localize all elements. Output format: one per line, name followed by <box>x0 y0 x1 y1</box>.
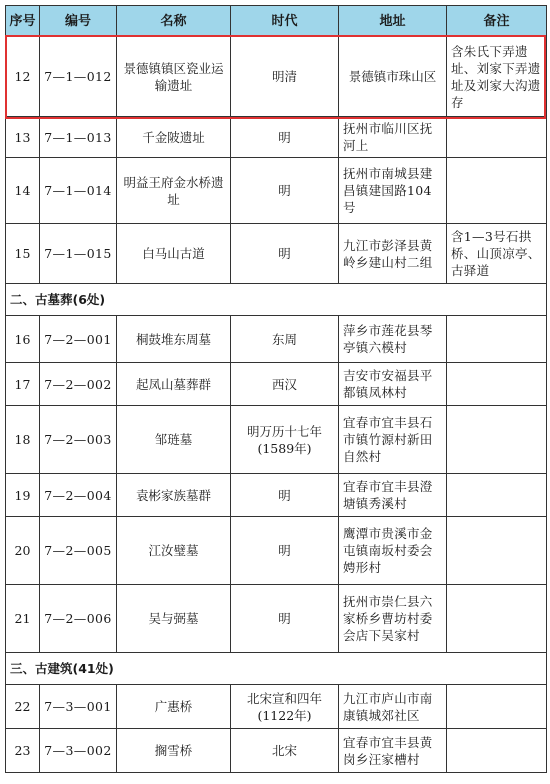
table-row <box>6 517 547 585</box>
cell-name: 邹琏墓 <box>117 406 231 474</box>
col-header-code: 编号 <box>40 6 117 37</box>
cell-note <box>447 517 547 585</box>
cell-address: 抚州市南城县建昌镇建国路104号 <box>339 158 447 224</box>
cell-address: 抚州市临川区抚河上 <box>339 117 447 158</box>
cell-no: 21 <box>6 585 40 653</box>
table-row <box>6 158 547 224</box>
cell-address: 鹰潭市贵溪市金屯镇南坂村委会娉形村 <box>339 517 447 585</box>
cell-name: 江汝璧墓 <box>117 517 231 585</box>
cell-no: 20 <box>6 517 40 585</box>
cell-era: 明 <box>231 224 339 284</box>
cell-note <box>447 585 547 653</box>
table-row <box>6 117 547 158</box>
col-header-note: 备注 <box>447 6 547 37</box>
cell-code: 7—2—006 <box>40 585 117 653</box>
cell-era: 明清 <box>231 37 339 117</box>
col-header-name: 名称 <box>117 6 231 37</box>
cell-note <box>447 729 547 773</box>
cell-address: 宜春市宜丰县澄塘镇秀溪村 <box>339 474 447 517</box>
cell-address: 宜春市宜丰县黄岗乡汪家槽村 <box>339 729 447 773</box>
cell-code: 7—2—005 <box>40 517 117 585</box>
table-row <box>6 37 547 117</box>
cell-code: 7—3—002 <box>40 729 117 773</box>
cell-name: 袁彬家族墓群 <box>117 474 231 517</box>
cell-code: 7—1—013 <box>40 117 117 158</box>
cell-era: 明万历十七年(1589年) <box>231 406 339 474</box>
cell-no: 16 <box>6 316 40 363</box>
cell-era: 明 <box>231 517 339 585</box>
cell-era: 东周 <box>231 316 339 363</box>
cell-name: 白马山古道 <box>117 224 231 284</box>
cell-no: 18 <box>6 406 40 474</box>
cell-note <box>447 316 547 363</box>
section-row <box>6 284 547 316</box>
table-row <box>6 224 547 284</box>
cell-note <box>447 406 547 474</box>
heritage-table <box>5 5 547 773</box>
cell-code: 7—2—002 <box>40 363 117 406</box>
cell-era: 北宋宣和四年(1122年) <box>231 685 339 729</box>
cell-name: 广惠桥 <box>117 685 231 729</box>
col-header-address: 地址 <box>339 6 447 37</box>
cell-note <box>447 474 547 517</box>
cell-no: 14 <box>6 158 40 224</box>
cell-note <box>447 158 547 224</box>
cell-era: 明 <box>231 158 339 224</box>
cell-era: 西汉 <box>231 363 339 406</box>
cell-note: 含朱氏下弄遗址、刘家下弄遗址及刘家大沟遗存 <box>447 37 547 117</box>
table-row <box>6 474 547 517</box>
cell-note <box>447 685 547 729</box>
section-title-tombs: 二、古墓葬(6处) <box>6 284 547 316</box>
cell-no: 15 <box>6 224 40 284</box>
cell-name: 起凤山墓葬群 <box>117 363 231 406</box>
cell-address: 九江市彭泽县黄岭乡建山村二组 <box>339 224 447 284</box>
cell-era: 明 <box>231 474 339 517</box>
cell-name: 景德镇镇区瓷业运输遗址 <box>117 37 231 117</box>
cell-code: 7—1—012 <box>40 37 117 117</box>
cell-address: 吉安市安福县平都镇凤林村 <box>339 363 447 406</box>
cell-note: 含1—3号石拱桥、山顶凉亭、古驿道 <box>447 224 547 284</box>
cell-name: 搁雪桥 <box>117 729 231 773</box>
cell-no: 12 <box>6 37 40 117</box>
cell-no: 23 <box>6 729 40 773</box>
cell-era: 明 <box>231 585 339 653</box>
cell-no: 22 <box>6 685 40 729</box>
cell-code: 7—2—001 <box>40 316 117 363</box>
table-row <box>6 316 547 363</box>
table-row <box>6 585 547 653</box>
cell-code: 7—1—014 <box>40 158 117 224</box>
cell-code: 7—1—015 <box>40 224 117 284</box>
cell-name: 吴与弼墓 <box>117 585 231 653</box>
table-row <box>6 363 547 406</box>
cell-name: 桐鼓堆东周墓 <box>117 316 231 363</box>
cell-code: 7—3—001 <box>40 685 117 729</box>
cell-note <box>447 117 547 158</box>
cell-era: 明 <box>231 117 339 158</box>
cell-note <box>447 363 547 406</box>
table-row <box>6 729 547 773</box>
cell-no: 19 <box>6 474 40 517</box>
table-row <box>6 406 547 474</box>
cell-address: 抚州市崇仁县六家桥乡曹坊村委会店下吴家村 <box>339 585 447 653</box>
cell-address: 萍乡市莲花县琴亭镇六模村 <box>339 316 447 363</box>
col-header-no: 序号 <box>6 6 40 37</box>
cell-no: 13 <box>6 117 40 158</box>
cell-name: 千金陂遗址 <box>117 117 231 158</box>
table-row <box>6 685 547 729</box>
cell-code: 7—2—003 <box>40 406 117 474</box>
cell-no: 17 <box>6 363 40 406</box>
cell-address: 景德镇市珠山区 <box>339 37 447 117</box>
cell-address: 九江市庐山市南康镇城郊社区 <box>339 685 447 729</box>
section-title-buildings: 三、古建筑(41处) <box>6 653 547 685</box>
header-row <box>6 6 547 37</box>
cell-address: 宜春市宜丰县石市镇竹源村新田自然村 <box>339 406 447 474</box>
cell-name: 明益王府金水桥遗址 <box>117 158 231 224</box>
cell-era: 北宋 <box>231 729 339 773</box>
col-header-era: 时代 <box>231 6 339 37</box>
section-row <box>6 653 547 685</box>
cell-code: 7—2—004 <box>40 474 117 517</box>
